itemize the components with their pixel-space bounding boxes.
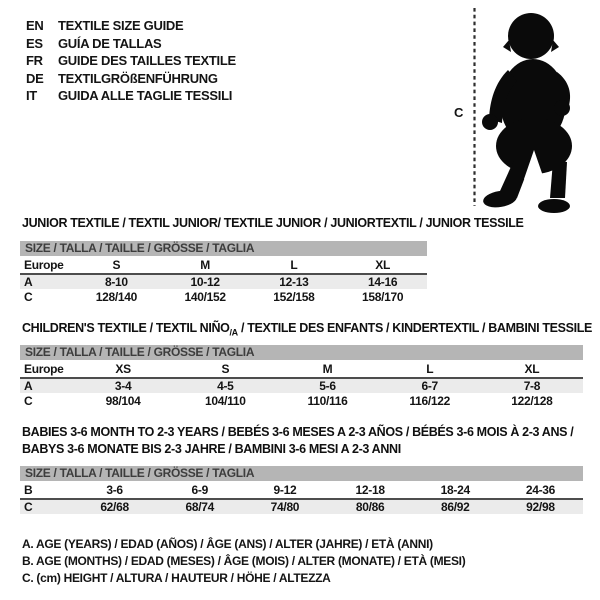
table-cell: Europe — [24, 258, 64, 272]
table-cell: 86/92 — [441, 500, 470, 514]
children-table — [20, 345, 583, 409]
table-row — [20, 361, 583, 377]
table-cell: C — [24, 290, 33, 304]
language-row-en — [26, 17, 236, 35]
language-label: GUÍA DE TALLAS — [58, 35, 162, 51]
language-code: EN — [26, 18, 44, 33]
table-cell: 104/110 — [204, 394, 246, 408]
babies-size-header: SIZE / TALLA / TAILLE / GRÖSSE / TAGLIA — [20, 466, 583, 481]
table-cell: C — [24, 500, 33, 514]
table-row — [20, 393, 583, 409]
table-cell: 92/98 — [526, 500, 555, 514]
table-row — [20, 482, 583, 498]
language-row-es — [26, 35, 236, 53]
junior-table — [20, 241, 427, 305]
table-cell: 12-13 — [279, 275, 309, 289]
table-cell: 6-9 — [191, 483, 208, 497]
table-cell: 12-18 — [355, 483, 385, 497]
table-cell: Europe — [24, 362, 64, 376]
table-cell: 6-7 — [421, 379, 438, 393]
table-cell: 128/140 — [95, 290, 138, 304]
table-cell: XL — [375, 258, 390, 272]
table-cell: A — [24, 275, 33, 289]
table-row — [20, 257, 427, 273]
legend-line-c: C. (cm) HEIGHT / ALTURA / HAUTEUR / HÖHE / ALTEZZA — [22, 571, 331, 585]
height-marker-label: C — [454, 105, 464, 120]
table-cell: 14-16 — [368, 275, 398, 289]
table-cell: 74/80 — [270, 500, 300, 514]
table-cell: 4-5 — [217, 379, 234, 393]
measure-legend — [22, 536, 465, 587]
table-cell: 110/116 — [307, 394, 348, 408]
table-cell: 9-12 — [273, 483, 297, 497]
table-cell: M — [200, 258, 210, 272]
babies-table — [20, 466, 583, 514]
language-guide-list — [26, 17, 236, 105]
table-cell: 3-6 — [106, 483, 123, 497]
table-row — [20, 498, 583, 514]
table-cell: 3-4 — [114, 379, 132, 393]
table-cell: 5-6 — [319, 379, 336, 393]
junior-size-header: SIZE / TALLA / TAILLE / GRÖSSE / TAGLIA — [20, 241, 427, 256]
children-title-post: / TEXTILE DES ENFANTS / KINDERTEXTIL / BAMBINI TESSILE — [237, 321, 593, 335]
table-cell: 7-8 — [523, 379, 541, 393]
language-code: IT — [26, 88, 37, 104]
table-cell: A — [24, 379, 33, 393]
language-label: GUIDE DES TAILLES TEXTILE — [58, 53, 236, 69]
table-cell: B — [24, 483, 33, 497]
language-label: TEXTILGRÖßENFÜHRUNG — [58, 70, 218, 86]
table-cell: 24-36 — [525, 483, 556, 497]
language-label: GUIDA ALLE TAGLIE TESSILI — [58, 88, 233, 104]
table-cell: S — [112, 258, 121, 272]
table-cell: 8-10 — [104, 275, 128, 289]
table-cell: 68/74 — [185, 500, 215, 514]
table-cell: L — [290, 258, 298, 272]
height-figure — [445, 0, 597, 215]
table-cell: C — [24, 394, 33, 408]
table-row — [20, 289, 427, 305]
language-code: ES — [26, 35, 43, 51]
table-cell: S — [221, 362, 230, 376]
table-cell: 140/152 — [184, 290, 226, 304]
language-code: FR — [26, 53, 43, 69]
table-cell: 116/122 — [409, 394, 451, 408]
table-row — [20, 273, 427, 289]
babies-title-line2: BABYS 3-6 MONATE BIS 2-3 JAHRE / BAMBINI 3-6 MESI A 2-3 ANNI — [22, 441, 401, 456]
table-cell: 122/128 — [511, 394, 553, 408]
junior-table-title: JUNIOR TEXTILE / TEXTIL JUNIOR/ TEXTILE JUNIOR / JUNIORTEXTIL / JUNIOR TESSILE — [22, 216, 524, 230]
table-cell: 158/170 — [361, 290, 404, 304]
table-row — [20, 377, 583, 393]
toddler-silhouette — [482, 13, 572, 213]
language-row-de — [26, 70, 236, 88]
table-cell: L — [426, 362, 434, 376]
table-cell: XS — [115, 362, 131, 376]
language-label: TEXTILE SIZE GUIDE — [58, 18, 184, 33]
children-table-title — [22, 320, 592, 341]
table-cell: XL — [524, 362, 540, 376]
legend-line-b: B. AGE (MONTHS) / EDAD (MESES) / ÂGE (MOIS) / ALTER (MONATE) / ETÀ (MESI) — [22, 554, 466, 568]
table-cell: M — [322, 362, 333, 376]
babies-title-line1: BABIES 3-6 MONTH TO 2-3 YEARS / BEBÉS 3-6 MESES A 2-3 AÑOS / BÉBÉS 3-6 MOIS À 2-3 ANS / — [22, 425, 574, 439]
table-cell: 18-24 — [440, 483, 470, 497]
language-row-fr — [26, 52, 236, 70]
language-row-it — [26, 87, 236, 105]
children-title-pre: CHILDREN'S TEXTILE / TEXTIL NIÑO — [22, 321, 230, 335]
babies-table-title — [22, 424, 573, 457]
language-code: DE — [26, 70, 44, 86]
legend-line-a: A. AGE (YEARS) / EDAD (AÑOS) / ÂGE (ANS) / ALTER (JAHRE) / ETÀ (ANNI) — [22, 537, 433, 551]
table-cell: 62/68 — [100, 500, 129, 514]
children-size-header: SIZE / TALLA / TAILLE / GRÖSSE / TAGLIA — [20, 345, 583, 360]
children-title-sub: /A — [229, 327, 238, 338]
table-cell: 152/158 — [273, 290, 315, 304]
toddler-silhouette-icon — [445, 0, 597, 215]
table-cell: 98/104 — [105, 394, 141, 408]
table-cell: 80/86 — [355, 500, 385, 514]
table-cell: 10-12 — [190, 275, 220, 289]
